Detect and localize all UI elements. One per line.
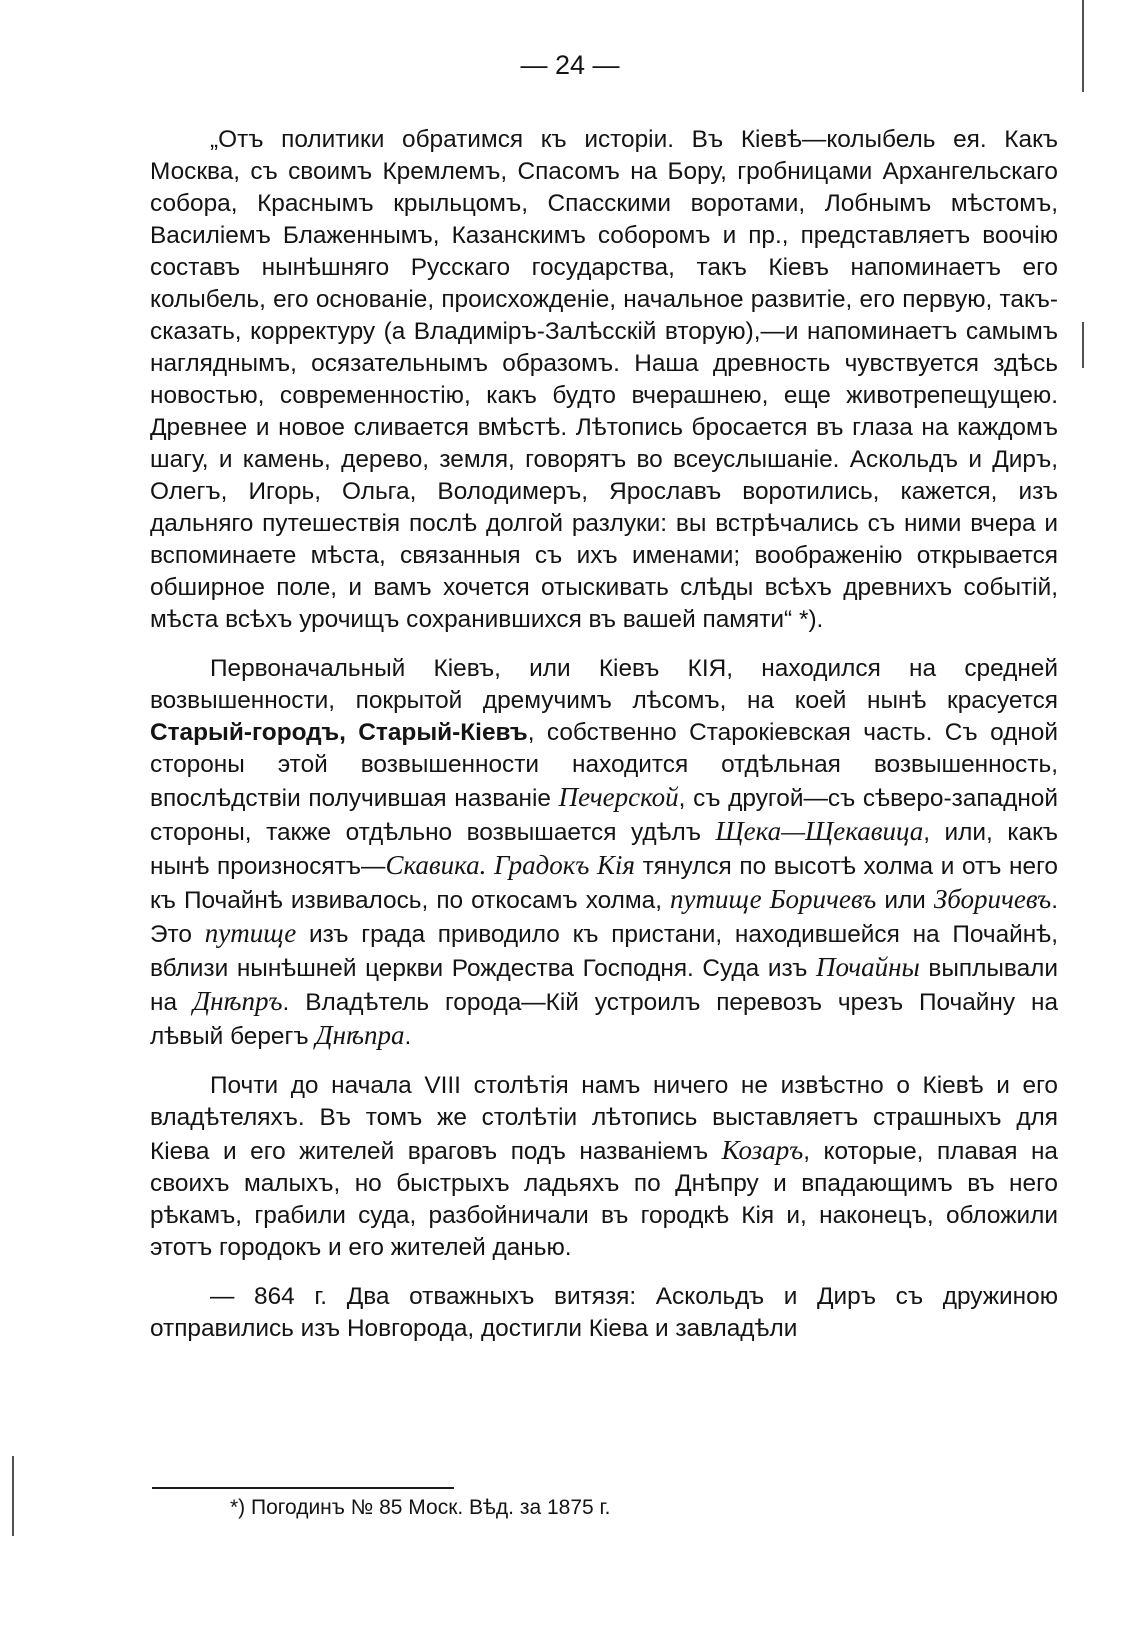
text-run: изъ града приводило къ пристани, находившейся на Почайнѣ, вблизи нынѣшней церкви Рождества Господня. Суда изъ — [150, 921, 1058, 982]
italic-term: Щека—Щекавица — [715, 816, 924, 846]
paragraph-quote — [150, 124, 1058, 636]
italic-term: путище Боричевъ — [670, 884, 877, 914]
italic-term: Днѣпръ — [192, 986, 283, 1016]
footnote-divider — [152, 1487, 454, 1489]
text-run: , или, какъ нынѣ произносятъ— — [150, 819, 1059, 880]
footnote: *) Погодинъ № 85 Моск. Вѣд. за 1875 г. — [230, 1496, 611, 1519]
text-run: Почти до начала VIII столѣтія намъ ничего не извѣстно о Кіевѣ и его владѣтеляхъ. Въ томъ же столѣтіи лѣтопись выставляетъ страшныхъ для Кіева и его жителей враговъ подъ названіемъ — [150, 1072, 1058, 1165]
italic-term: Скавика. Градокъ Кія — [385, 850, 635, 880]
text-run: выплывали на — [150, 955, 1058, 1016]
page-edge-mark — [12, 1456, 14, 1536]
italic-term: Печерской — [558, 782, 679, 812]
text-run: „Отъ политики обратимся къ исторіи. Въ Кіевѣ—колыбель ея. Какъ Москва, съ своимъ Кремлемъ, Спасомъ на Бору, гробницами Архангельскаго собора, Краснымъ крыльцомъ, Спасскими воротами, Лобнымъ мѣстомъ, Василіемъ Блаженнымъ, Казанскимъ соборомъ и пр., представляетъ воочію составъ нынѣшняго Русскаго государства, такъ Кіевъ напоминаетъ его колыбель, его основаніе, происхожденіе, начальное развитіе, его первую, такъ-сказать, корректуру (а Владиміръ-Залѣсскій вторую),—и напоминаетъ самымъ нагляднымъ, осязательнымъ образомъ. Наша древность чувствуется здѣсь новостью, современностію, какъ будто вчерашнею, еще животрепещущею. Древнее и новое сливается вмѣстѣ. Лѣтопись бросается въ глаза на каждомъ шагу, и камень, дерево, земля, говорятъ во всеуслышаніе. Аскольдъ и Диръ, Олегъ, Игорь, Ольга, Володимеръ, Ярославъ воротились, кажется, изъ дальняго путешествія послѣ долгой разлуки: вы встрѣчались съ ними вчера и вспоминаете мѣста, связанныя съ ихъ именами; воображенію открывается обширное поле, и вамъ хочется отыскивать слѣды всѣхъ древнихъ событій, мѣста всѣхъ урочищъ сохранившихся въ вашей памяти“ *). — [150, 126, 1058, 633]
text-run: , которые, плавая на своихъ малыхъ, но быстрыхъ ладьяхъ по Днѣпру и впадающимъ въ него рѣкамъ, грабили суда, разбойничали въ городкѣ Кія и, наконецъ, обложили этотъ городокъ и его жителей данью. — [150, 1138, 1058, 1261]
page-edge-mark — [1082, 322, 1084, 368]
paragraph-kozars — [150, 1070, 1058, 1264]
italic-term: Козаръ — [721, 1135, 804, 1165]
bold-term: Старый-городъ, Старый-Кіевъ — [150, 719, 528, 746]
italic-term: Зборичевъ — [933, 884, 1052, 914]
italic-term: Днѣпра — [315, 1020, 405, 1050]
page-body — [150, 124, 1058, 1362]
text-run: , собственно Старокіевская часть. Съ одной стороны этой возвышенности находится отдѣльная возвышенность, впослѣдствіи получившая названіе — [150, 719, 1058, 812]
text-run: , съ другой—съ сѣверо-западной стороны, также отдѣльно возвышается удѣлъ — [150, 785, 1058, 846]
text-run: тянулся по высотѣ холма и отъ него къ Почайнѣ извивалось, по откосамъ холма, — [150, 853, 1058, 914]
paragraph-864 — [150, 1281, 1058, 1345]
page-number: — 24 — — [520, 50, 620, 80]
paragraph-kiy — [150, 653, 1058, 1053]
text-run: . Это — [150, 887, 1058, 948]
text-run: или — [876, 887, 934, 914]
italic-term: путище — [204, 918, 297, 948]
italic-term: Почайны — [815, 952, 920, 982]
text-run: . — [404, 1023, 412, 1050]
text-run: — 864 г. Два отважныхъ витязя: Аскольдъ и Диръ съ дружиною отправились изъ Новгорода, достигли Кіева и завладѣли — [150, 1283, 1058, 1342]
text-run: Первоначальный Кіевъ, или Кіевъ КІЯ, находился на средней возвышенности, покрытой дремучимъ лѣсомъ, на коей нынѣ красуется — [150, 655, 1058, 714]
text-run: . Владѣтель города—Кій устроилъ перевозъ чрезъ Почайну на лѣвый берегъ — [150, 989, 1059, 1050]
